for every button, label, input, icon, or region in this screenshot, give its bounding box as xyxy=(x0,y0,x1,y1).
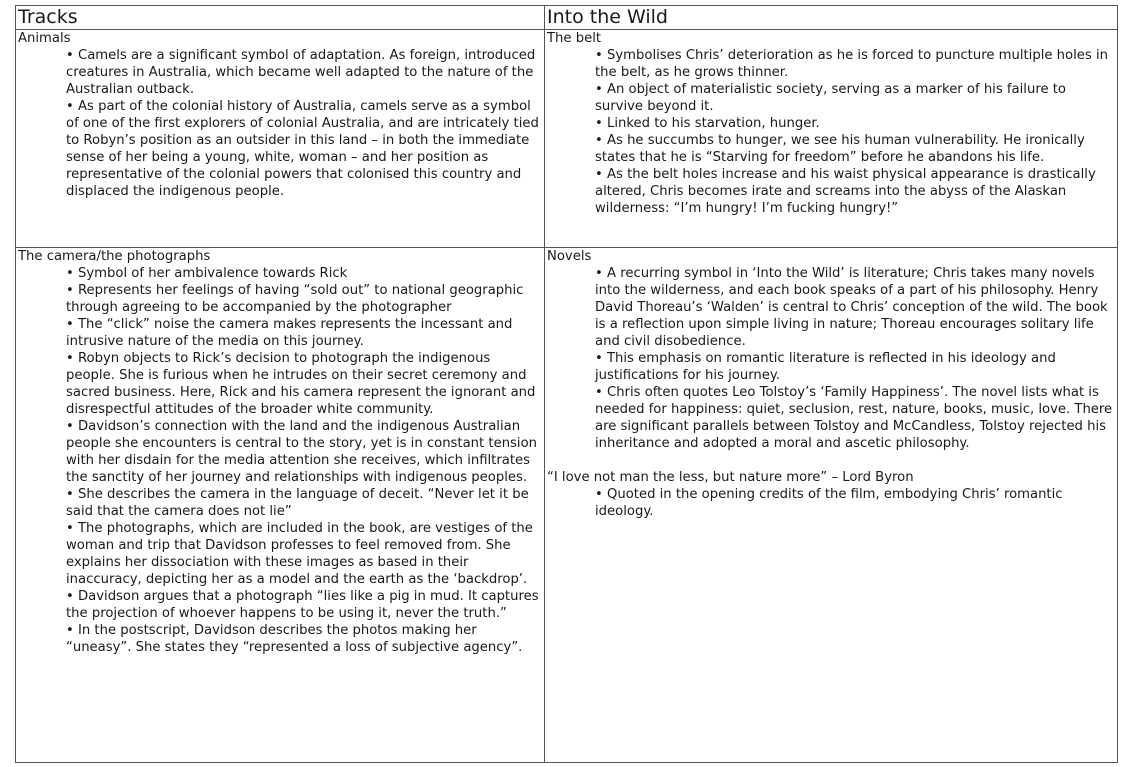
list-item: • Robyn objects to Rick’s decision to photograph the indigenous people. She is furious when he intrudes on their secret ceremony and sacred business. Here, Rick and his camera represent the ignorant and disrespectful attitudes of the broader white community. xyxy=(66,350,542,418)
list-item: • Camels are a significant symbol of adaptation. As foreign, introduced creatures in Australia, which became well adapted to the nature of the Australian outback. xyxy=(66,47,542,98)
spacer xyxy=(547,452,1115,469)
row-2 xyxy=(16,248,1118,763)
list-item: • Quoted in the opening credits of the film, embodying Chris’ romantic ideology. xyxy=(595,486,1115,520)
list-item: • Symbolises Chris’ deterioration as he is forced to puncture multiple holes in the belt, as he grows thinner. xyxy=(595,47,1115,81)
list-item: • Davidson argues that a photograph “lies like a pig in mud. It captures the projection of whoever happens to be using it, never the truth.” xyxy=(66,588,542,622)
section-title-novels: Novels xyxy=(547,249,592,264)
quote-bullet-list xyxy=(595,486,1115,520)
list-item: • Davidson’s connection with the land and the indigenous Australian people she encounters is central to the story, yet is in constant tension with her disdain for the media attention she receives, which infiltrates the sanctity of her journey and relationships with indigenous peoples. xyxy=(66,418,542,486)
section-title-belt: The belt xyxy=(547,31,602,46)
section-title-camera: The camera/the photographs xyxy=(18,249,211,264)
column-header-into-the-wild: Into the Wild xyxy=(545,6,1118,30)
list-item: • An object of materialistic society, serving as a marker of his failure to survive beyond it. xyxy=(595,81,1115,115)
cell-animals xyxy=(16,30,545,248)
list-item: • As the belt holes increase and his waist physical appearance is drastically altered, Chris becomes irate and screams into the abyss of the Alaskan wilderness: “I’m hungry! I’m fucking hungry!” xyxy=(595,166,1115,217)
animals-bullet-list xyxy=(66,47,542,200)
list-item: • This emphasis on romantic literature is reflected in his ideology and justifications for his journey. xyxy=(595,350,1115,384)
list-item: • She describes the camera in the language of deceit. “Never let it be said that the camera does not lie” xyxy=(66,486,542,520)
cell-novels xyxy=(545,248,1118,763)
list-item: • Linked to his starvation, hunger. xyxy=(595,115,1115,132)
list-item: • Chris often quotes Leo Tolstoy’s ‘Family Happiness’. The novel lists what is needed for happiness: quiet, seclusion, rest, nature, books, music, love. There are significant parallels between Tolstoy and McCandless, Tolstoy rejected his inheritance and adopted a moral and ascetic philosophy. xyxy=(595,384,1115,452)
list-item: • A recurring symbol in ‘Into the Wild’ is literature; Chris takes many novels into the wilderness, and each book speaks of a part of his philosophy. Henry David Thoreau’s ‘Walden’ is central to Chris’ conception of the wild. The book is a reflection upon simple living in nature; Thoreau encourages solitary life and civil disobedience. xyxy=(595,265,1115,350)
column-header-tracks: Tracks xyxy=(16,6,545,30)
list-item: • In the postscript, Davidson describes the photos making her “uneasy”. She states they “represented a loss of subjective agency”. xyxy=(66,622,542,656)
list-item: • The “click” noise the camera makes represents the incessant and intrusive nature of the media on this journey. xyxy=(66,316,542,350)
list-item: • Represents her feelings of having “sold out” to national geographic through agreeing to be accompanied by the photographer xyxy=(66,282,542,316)
header-row xyxy=(16,6,1118,30)
belt-bullet-list xyxy=(595,47,1115,217)
byron-quote: “I love not man the less, but nature more” – Lord Byron xyxy=(547,470,914,485)
list-item: • As part of the colonial history of Australia, camels serve as a symbol of one of the first explorers of colonial Australia, and are intricately tied to Robyn’s position as an outsider in this land – in both the immediate sense of her being a young, white, woman – and her position as representative of the colonial powers that colonised this country and displaced the indigenous people. xyxy=(66,98,542,200)
cell-camera xyxy=(16,248,545,763)
section-title-animals: Animals xyxy=(18,31,71,46)
comparison-table xyxy=(15,5,1118,763)
novels-bullet-list xyxy=(595,265,1115,452)
row-1 xyxy=(16,30,1118,248)
list-item: • Symbol of her ambivalence towards Rick xyxy=(66,265,542,282)
camera-bullet-list xyxy=(66,265,542,656)
list-item: • As he succumbs to hunger, we see his human vulnerability. He ironically states that he is “Starving for freedom” before he abandons his life. xyxy=(595,132,1115,166)
list-item: • The photographs, which are included in the book, are vestiges of the woman and trip that Davidson professes to feel removed from. She explains her dissociation with these images as based in their inaccuracy, depicting her as a model and the earth as the ‘backdrop’. xyxy=(66,520,542,588)
cell-belt xyxy=(545,30,1118,248)
